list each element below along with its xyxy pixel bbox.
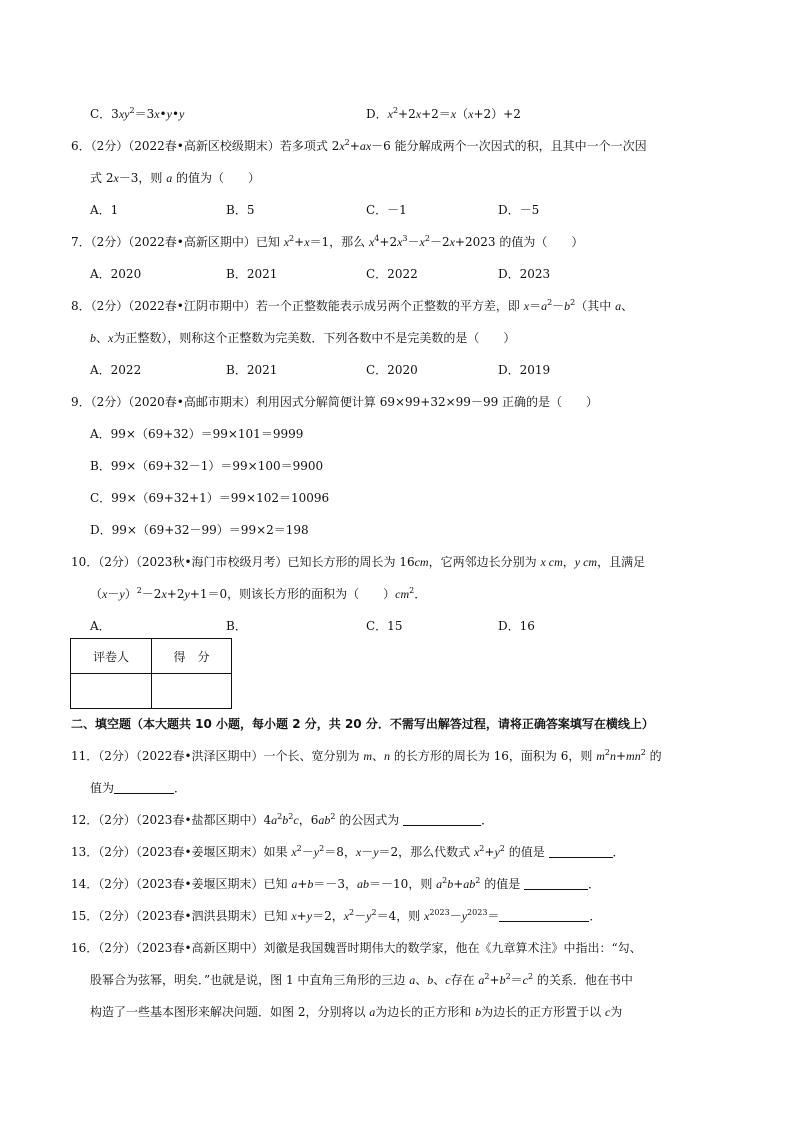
q6-option-b: B．5 bbox=[226, 203, 255, 217]
q8-option-a: A．2022 bbox=[90, 363, 142, 377]
q10-option-a: A． bbox=[90, 619, 111, 633]
q6-option-c: C．－1 bbox=[366, 203, 407, 217]
score-cell[interactable] bbox=[152, 674, 232, 709]
q6-option-a: A．1 bbox=[90, 203, 119, 217]
section-heading: 二、填空题（本大题共 10 小题，每小题 2 分，共 20 分．不需写出解答过程，请将正确答案填写在横线上） bbox=[71, 717, 654, 731]
period-15: ． bbox=[589, 909, 602, 923]
question-16-line2: 股幂合为弦幂，明矣．”也就是说，图 1 中直角三角形的三边 a、b、c存在 $a^2+b^2=c^2$ 的关系．他在书中 bbox=[90, 972, 633, 987]
period-12: ． bbox=[481, 813, 494, 827]
answer-blank-11[interactable] bbox=[114, 781, 174, 794]
question-11-line2 bbox=[90, 780, 186, 796]
q9-option-c: C．99×（69+32+1）＝99×102＝10096 bbox=[90, 491, 330, 505]
question-16: 16．（2分）（2023春•高新区期中）刘徽是我国魏晋时期伟大的数学家，他在《九章算术注》中指出：“勾、 bbox=[71, 941, 642, 955]
q9-option-b: B．99×（69+32－1）＝99×100＝9900 bbox=[90, 459, 324, 473]
question-13: 13．（2分）（2023春•姜堰区期末）如果 $x^2-y^2=8$，x－y＝2，那么代数式 $x^2+y^2$ 的值是 ． bbox=[71, 844, 625, 859]
q7-option-b: B．2021 bbox=[226, 267, 278, 281]
q7-option-d: D．2023 bbox=[498, 267, 551, 281]
question-11: 11．（2分）（2022春•洪泽区期中）一个长、宽分别为 m、n 的长方形的周长为 16，面积为 6，则 $m^2n+mn^2$ 的 bbox=[71, 748, 662, 763]
reviewer-cell[interactable] bbox=[71, 674, 152, 709]
answer-blank-12[interactable] bbox=[403, 813, 481, 826]
question-11-tail: 值为 bbox=[90, 781, 115, 795]
question-10-line2: $(x-y)^2-2x+2y+1=0$，则该长方形的面积为（ ）$cm^2$． bbox=[90, 586, 427, 601]
period-14: ． bbox=[588, 877, 601, 891]
q5-option-d: D．$x^2+2x+2=x(x+2)+2$ bbox=[366, 106, 521, 121]
q7-option-c: C．2022 bbox=[366, 267, 418, 281]
question-12: 12．（2分）（2023春•盐都区期中）$4a^2b^2c$，$6ab^2$ 的公因式为 ． bbox=[71, 812, 494, 827]
q10-option-d: D．16 bbox=[498, 619, 535, 633]
question-15: 15．（2分）（2023春•泗洪县期末）已知 x+y＝2，$x^2-y^2=4$，则 $x^{2023}-y^{2023}=$ ． bbox=[71, 908, 602, 923]
q8-option-b: B．2021 bbox=[226, 363, 278, 377]
period-13: ． bbox=[612, 845, 625, 859]
q6-option-d: D．－5 bbox=[498, 203, 540, 217]
q8-option-d: D．2019 bbox=[498, 363, 551, 377]
question-16-line3: 构造了一些基本图形来解决问题．如图 2，分别将以 a为边长的正方形和 b为边长的正方形置于以 c为 bbox=[90, 1005, 623, 1019]
answer-blank-15[interactable] bbox=[499, 909, 589, 922]
reviewer-header: 评卷人 bbox=[71, 639, 152, 674]
q8-option-c: C．2020 bbox=[366, 363, 418, 377]
question-6-line2: 式 2x－3，则 a 的值为（ ） bbox=[90, 171, 261, 185]
period-11: ． bbox=[174, 781, 187, 795]
question-10: 10．（2分）（2023秋•海门市校级月考）已知长方形的周长为 16cm，它两邻边长分别为 x cm，y cm，且满足 bbox=[71, 555, 646, 569]
question-8-line2: b、x为正整数），则称这个正整数为完美数．下列各数中不是完美数的是（ ） bbox=[90, 331, 516, 345]
question-9: 9．（2分）（2020春•高邮市期末）利用因式分解简便计算 69×99+32×99－99 正确的是（ ） bbox=[71, 395, 599, 409]
q9-option-a: A．99×（69+32）＝99×101＝9999 bbox=[90, 427, 304, 441]
q10-option-b: B． bbox=[226, 619, 247, 633]
q10-option-c: C．15 bbox=[366, 619, 403, 633]
score-header: 得 分 bbox=[152, 639, 232, 674]
question-8: 8．（2分）（2022春•江阴市期中）若一个正整数能表示成另两个正整数的平方差，即 $x=a^2-b^2$（其中 a、 bbox=[71, 298, 634, 313]
q9-option-d: D．99×（69+32－99）＝99×2＝198 bbox=[90, 523, 309, 537]
question-7: 7．（2分）（2022春•高新区期中）已知 $x^2+x=1$，那么 $x^4+2x^3-x^2-2x+2023$ 的值为（ ） bbox=[71, 234, 584, 249]
q5-option-c: C．$3xy^2=3x•y•y$ bbox=[90, 106, 185, 121]
question-14: 14．（2分）（2023春•姜堰区期末）已知 a+b＝－3，ab＝－10，则 $a^2b+ab^2$ 的值是 ． bbox=[71, 876, 601, 891]
score-table bbox=[70, 638, 232, 709]
answer-blank-14[interactable] bbox=[524, 877, 588, 890]
answer-blank-13[interactable] bbox=[549, 845, 613, 858]
q7-option-a: A．2020 bbox=[90, 267, 142, 281]
question-6: 6．（2分）（2022春•高新区校级期末）若多项式 $2x^2+ax-6$ 能分解成两个一次因式的积，且其中一个一次因 bbox=[71, 138, 647, 153]
